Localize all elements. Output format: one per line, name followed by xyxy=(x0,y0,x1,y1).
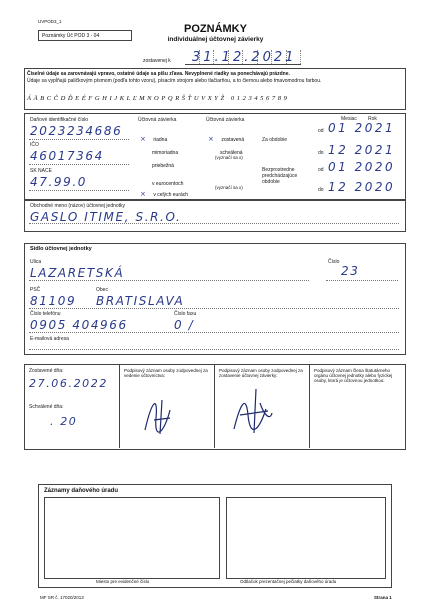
accounting-type-label: Účtovná závierka xyxy=(138,117,177,123)
number-label: Číslo xyxy=(328,259,340,265)
prev-to-label: do xyxy=(318,187,324,193)
option-priebezna[interactable] xyxy=(152,154,174,172)
schvalena-label: schválená xyxy=(220,150,243,156)
current-to-label: do xyxy=(318,150,324,156)
option-celych-eurach[interactable] xyxy=(140,183,188,201)
phone-label: Číslo telefónu xyxy=(30,311,61,317)
ico-value[interactable]: 46017364 xyxy=(30,149,104,163)
fax-value[interactable]: 0 / xyxy=(174,318,195,332)
fax-label: Číslo faxu xyxy=(174,311,197,317)
eurocentoch-label: v eurocentoch xyxy=(152,181,184,187)
year-label: Rok xyxy=(368,116,377,122)
sknace-label: SK NACE xyxy=(30,168,52,174)
number-value[interactable]: 23 xyxy=(341,264,360,278)
unit-note: (vyznačí sa x) xyxy=(215,185,243,190)
option-schvalena[interactable] xyxy=(220,141,243,159)
instructions-line1: Číselné údaje sa zarovnávajú vpravo, ostatné údaje sa píšu zľava. Nevyplnené riadky sa ponechávajú prázdne. xyxy=(27,71,290,77)
city-label: Obec xyxy=(96,287,108,293)
stamp-label: Odtlačok prezentačnej pečiatky daňového úradu xyxy=(240,579,337,584)
celych-eurach-label: v celých eurách xyxy=(153,192,189,198)
sample-alphabet: ÁÄBCČDĎEÉFGHIJKLĽMNOPQRŠŤUVXYŽ 0123456789 xyxy=(27,95,290,102)
riadna-mark: × xyxy=(140,135,146,143)
compiled-label: zostavenej k xyxy=(143,58,171,64)
registry-label: Miesto pre evidenčné číslo xyxy=(96,579,150,584)
prev-to-value[interactable]: 12 2020 xyxy=(328,180,396,194)
compiled-date-label: Zostavené dňa: xyxy=(29,368,64,374)
celych-eurach-mark: × xyxy=(140,190,146,198)
month-label: Mesiac xyxy=(341,116,357,122)
approved-date-field[interactable]: . 20 xyxy=(50,415,78,428)
form-code: UVPOD3_1 xyxy=(38,19,62,24)
seat-box xyxy=(24,243,406,355)
phone-value[interactable]: 0905 404966 xyxy=(30,318,128,332)
zostavena-mark: × xyxy=(208,135,214,143)
form-name: Poznámky Úč POD 3 - 04 xyxy=(42,33,100,39)
email-field[interactable] xyxy=(29,349,399,350)
tax-office-label: Záznamy daňového úradu xyxy=(44,488,119,494)
previous-period-label: Bezprostredne predchádzajúce obdobie xyxy=(262,167,298,185)
prev-from-value[interactable]: 01 2020 xyxy=(328,160,396,174)
current-from-value[interactable]: 01 2021 xyxy=(328,121,396,135)
psc-value[interactable]: 81109 xyxy=(30,294,77,308)
street-value[interactable]: LAZARETSKÁ xyxy=(30,266,125,280)
instructions-line2: Údaje sa vypĺňajú paličkovým písmom (podľa tohto vzoru), písacím strojom alebo tlačiarňou, a to čiernou alebo tmavomodrou farbou. xyxy=(27,78,322,84)
page-title: POZNÁMKY xyxy=(184,23,247,35)
current-period-label: Za obdobie xyxy=(262,137,288,143)
sig3-label: Podpisový záznam člena štatutárneho orgánu účtovnej jednotky alebo fyzickej osoby, ktorá je účtovnou jednotkou: xyxy=(314,368,393,383)
email-label: E-mailová adresa xyxy=(30,336,69,342)
psc-label: PSČ xyxy=(30,287,41,293)
current-to-value[interactable]: 12 2021 xyxy=(328,143,396,157)
priebezna-label: priebežná xyxy=(152,163,174,169)
sknace-value[interactable]: 47.99.0 xyxy=(30,175,88,189)
company-name-label: Obchodné meno (názov) účtovnej jednotky xyxy=(30,203,126,209)
street-label: Ulica xyxy=(30,259,42,265)
prev-from-label: od xyxy=(318,167,324,173)
approved-date-label: Schválené dňa: xyxy=(29,404,64,410)
priebezna-note: (vyznačí sa x) xyxy=(215,155,243,160)
compiled-date-field[interactable]: 27.06.2022 xyxy=(29,377,108,390)
signature-2 xyxy=(230,385,275,437)
footer-page: Strana 1 xyxy=(374,595,392,600)
footer-ref: MF SR č. 17020/2013 xyxy=(40,595,84,600)
seat-section-label: Sídlo účtovnej jednotky xyxy=(30,246,92,252)
ico-label: IČO xyxy=(30,142,39,148)
sig2-label: Podpisový záznam osoby zodpovednej za zostavenie účtovnej závierky: xyxy=(219,368,303,378)
sig1-label: Podpisový záznam osoby zodpovednej za vedenie účtovníctva: xyxy=(124,368,208,378)
zostavena-label: zostavená xyxy=(221,137,245,143)
signature-1 xyxy=(140,390,180,438)
compiled-date-value[interactable]: 31.12.2021 xyxy=(192,50,297,65)
page-subtitle: individuálnej účtovnej závierky xyxy=(167,36,264,43)
dic-label: Daňové identifikačné číslo xyxy=(30,117,89,123)
riadna-label: riadna xyxy=(153,137,168,143)
mimoriadna-label: mimoriadna xyxy=(152,150,179,156)
city-value[interactable]: BRATISLAVA xyxy=(96,294,185,308)
closing-label: Účtovná závierka xyxy=(206,117,245,123)
company-name-value[interactable]: GASLO ITIME, S.R.O. xyxy=(30,210,182,224)
dic-value[interactable]: 2023234686 xyxy=(30,124,123,138)
current-from-label: od xyxy=(318,128,324,134)
